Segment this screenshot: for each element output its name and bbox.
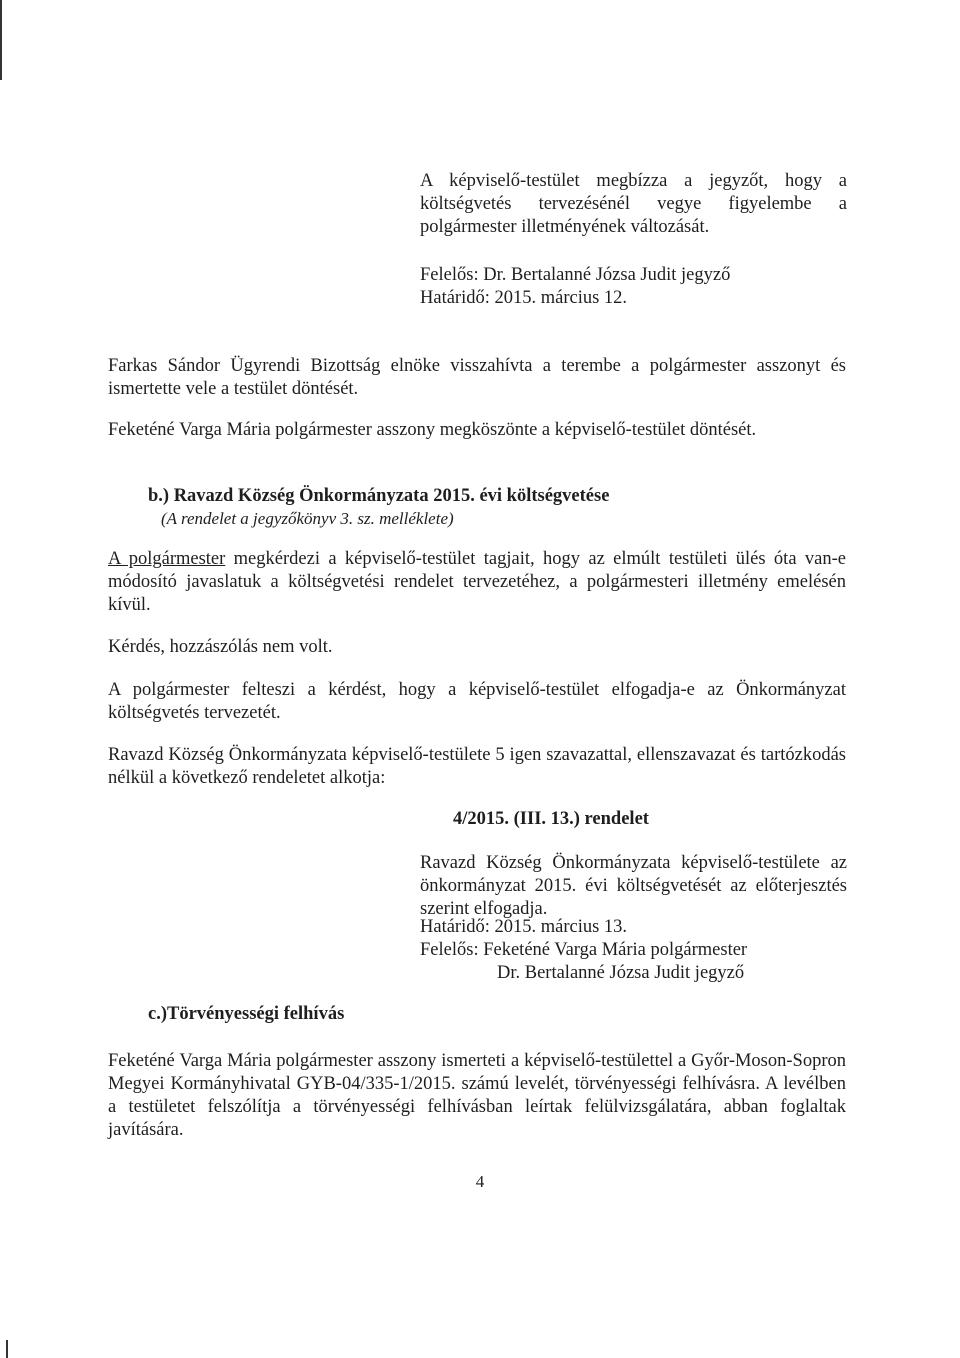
paragraph-no-questions: Kérdés, hozzászólás nem volt. <box>108 637 333 657</box>
decree-text: Ravazd Község Önkormányzata képviselő-testülete az önkormányzat 2015. évi költségvetését az előterjesztés szerint elfogadja. <box>420 853 847 919</box>
responsible-value: Dr. Bertalanné Józsa Judit jegyző <box>483 265 731 285</box>
paragraph-mandate: A képviselő-testület megbízza a jegyzőt, hogy a költségvetés tervezésénél vegye figyelembe a polgármester illetményének változását. <box>420 171 847 237</box>
deadline-value: 2015. március 12. <box>494 288 628 308</box>
paragraph-vote-result: Ravazd Község Önkormányzata képviselő-testülete 5 igen szavazattal, ellenszavazat és tartózkodás nélkül a következő rendeletet alkotja: <box>108 745 846 788</box>
decree-title: 4/2015. (III. 13.) rendelet <box>453 809 649 829</box>
page-number: 4 <box>475 1172 485 1191</box>
paragraph-question-rest: megkérdezi a képviselő-testület tagjait, hogy az elmúlt testületi ülés óta van-e módosító javaslatuk a költségvetési rendelet tervezetéhez, a polgármesteri illetmény emelésén kívül. <box>108 549 846 615</box>
paragraph-legality-notice: Feketéné Varga Mária polgármester asszony ismerteti a képviselő-testülettel a Győr-Moson-Sopron Megyei Kormányhivatal GYB-04/335-1/2015. számú levelét, törvényességi felhívásra. A levélben a testületet felszólítja a törvényességi felhívásban leírtak felülvizsgálatára, abban foglaltak javítására. <box>108 1051 846 1140</box>
responsible-line-3: Dr. Bertalanné Józsa Judit jegyző <box>497 963 745 983</box>
paragraph-recall: Farkas Sándor Ügyrendi Bizottság elnöke visszahívta a terembe a polgármester asszonyt és ismertette vele a testület döntését. <box>108 356 846 399</box>
scan-edge-mark-bottom <box>6 1340 8 1358</box>
paragraph-thanks: Feketéné Varga Mária polgármester asszony megköszönte a képviselő-testület döntését. <box>108 420 757 440</box>
deadline-line-1 <box>420 287 847 310</box>
deadline-label: Határidő: <box>420 288 490 308</box>
responsible-line-2 <box>420 939 847 962</box>
deadline-line-2 <box>420 916 847 939</box>
section-b-title: b.) Ravazd Község Önkormányzata 2015. évi költségvetése <box>148 486 610 506</box>
section-b-note: (A rendelet a jegyzőkönyv 3. sz. melléklete) <box>161 509 454 528</box>
paragraph-vote-call: A polgármester felteszi a kérdést, hogy a képviselő-testület elfogadja-e az Önkormányzat költségvetés tervezetét. <box>108 680 846 723</box>
responsible-label: Felelős: <box>420 265 479 285</box>
section-c-title: c.)Törvényességi felhívás <box>148 1004 345 1024</box>
deadline-value: 2015. március 13. <box>494 917 628 937</box>
deadline-label: Határidő: <box>420 917 490 937</box>
responsible-value: Feketéné Varga Mária polgármester <box>483 940 748 960</box>
scan-edge-mark-top <box>0 0 2 80</box>
paragraph-question <box>108 548 846 617</box>
mayor-underlined: A polgármester <box>108 549 226 569</box>
responsible-label: Felelős: <box>420 940 479 960</box>
responsible-line-1 <box>420 264 847 287</box>
